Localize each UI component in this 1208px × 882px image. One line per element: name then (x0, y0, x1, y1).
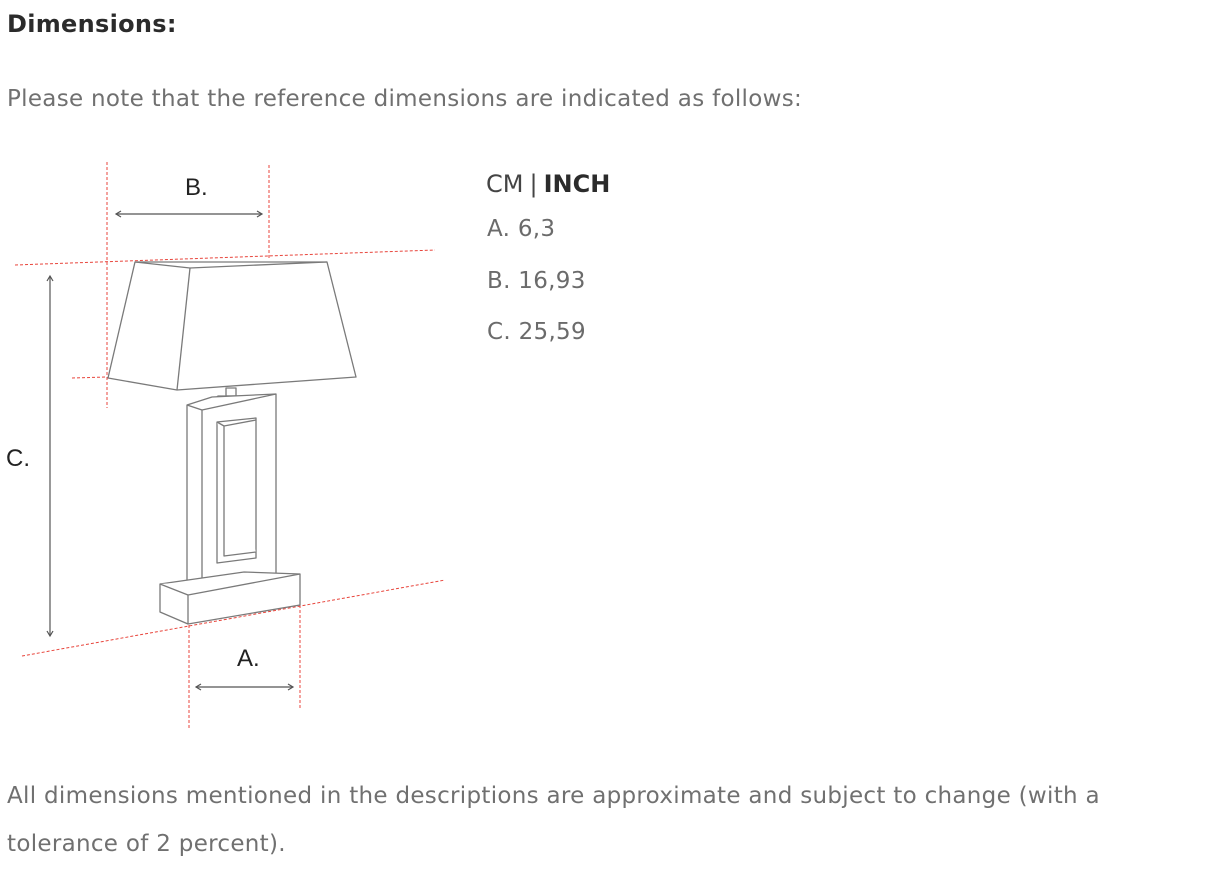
label-b: B. (185, 174, 208, 201)
unit-cm: CM (486, 170, 524, 198)
unit-inch: INCH (543, 170, 611, 198)
unit-separator: | (529, 170, 538, 198)
unit-header (486, 170, 610, 198)
tolerance-note: All dimensions mentioned in the descriptions are approximate and subject to change (with a tolerance of 2 percent). (7, 783, 1100, 857)
dimension-a: A. 6,3 (487, 216, 556, 242)
label-a: A. (237, 645, 260, 672)
dimension-b: B. 16,93 (487, 268, 586, 294)
section-title: Dimensions: (7, 10, 177, 38)
label-c: C. (6, 445, 30, 472)
lamp-dimension-diagram (0, 155, 470, 740)
dimension-c: C. 25,59 (487, 319, 586, 345)
intro-text: Please note that the reference dimensions are indicated as follows: (7, 86, 803, 112)
lamp-illustration (108, 262, 356, 624)
